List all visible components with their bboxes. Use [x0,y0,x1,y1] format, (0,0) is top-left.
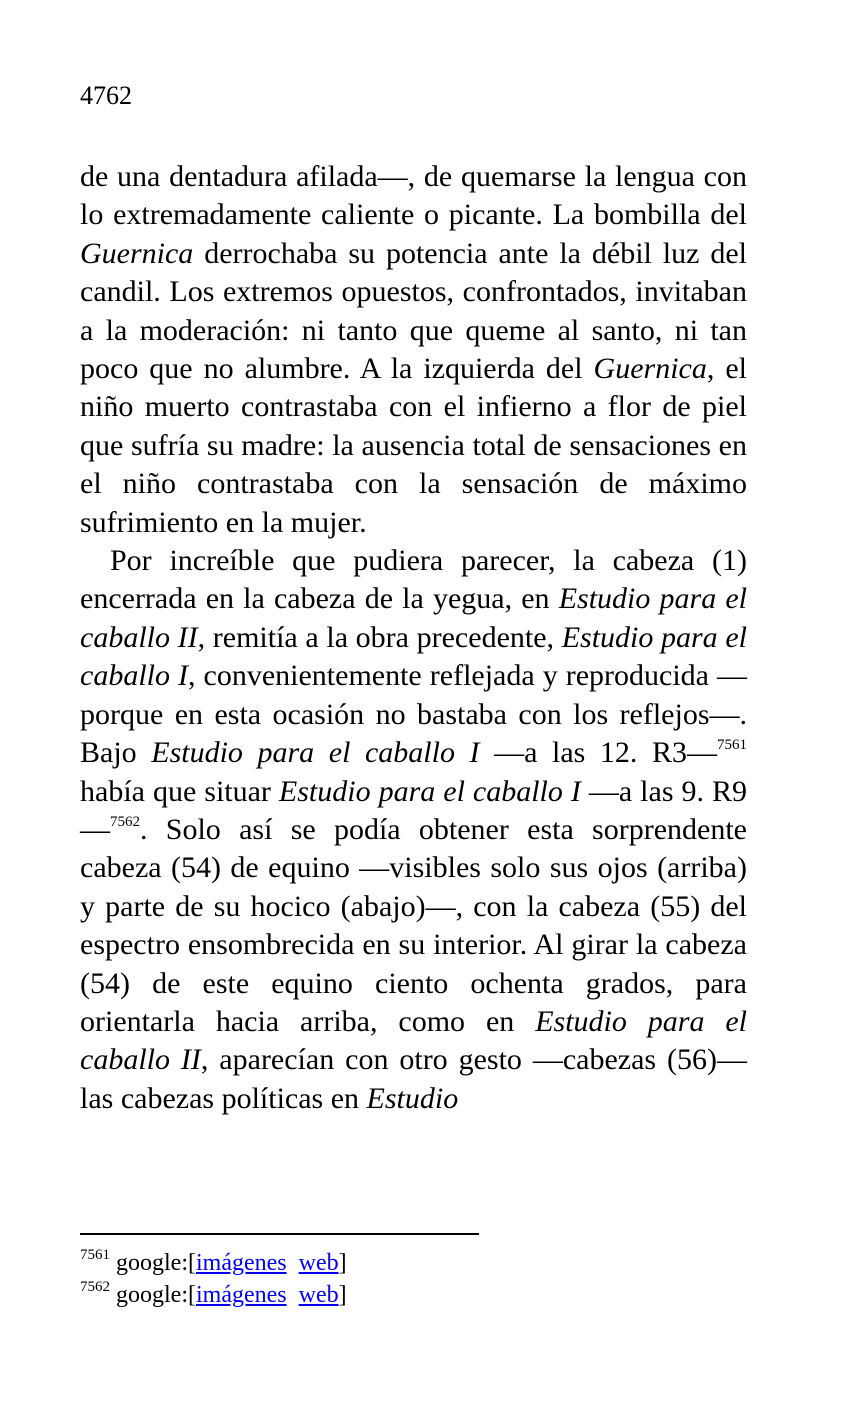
paragraph [80,542,747,1118]
footnote [80,1279,347,1311]
text-run: —a las 9. R9— [80,774,747,846]
italic-title: Estudio [366,1081,459,1115]
italic-title: Estudio para el caballo I [151,736,480,770]
footnotes [80,1247,347,1311]
footnote [80,1247,347,1279]
text-run: derrochaba su potencia ante la débil luz del candil. Los extremos opuestos, confrontados, invitaban a la moderación: ni tanto que queme al santo, ni tan poco que no alumbre. A la izquierda del [80,236,747,386]
footnote-suffix: ] [338,1250,347,1276]
footnote-prefix: google:[ [116,1282,196,1308]
text-run: . Solo así se podía obtener esta sorprendente cabeza (54) de equino —visibles solo sus ojos (arriba) y parte de su hocico (abajo)—, con la cabeza (55) del espectro ensombrecida en su interior. Al girar la cabeza (54) de este equino ciento ochenta grados, para orientarla hacia arriba, como en [80,812,747,1038]
images-link[interactable]: imágenes [195,1250,287,1276]
images-link[interactable]: imágenes [195,1282,287,1308]
page-number: 4762 [80,81,132,110]
text-run: Por increíble que pudiera parecer, la cabeza (1) encerrada en la cabeza de la yegua, en [80,544,747,616]
footnote-number: 7562 [80,1279,110,1295]
footnote-separator [80,1233,479,1235]
web-link[interactable]: web [298,1282,339,1308]
italic-title: Guernica [80,236,194,270]
footnote-suffix: ] [338,1282,347,1308]
text-run: , convenientemente reflejada y reproducida —porque en esta ocasión no bastaba con los reflejos—. Bajo [80,659,747,770]
italic-title: Estudio para el caballo II [80,582,747,654]
footnote-ref: 7561 [717,737,747,754]
text-run: , aparecían con otro gesto —cabezas (56)— las cabezas políticas en [80,1043,747,1115]
text-run: , el niño muerto contrastaba con el infierno a flor de piel que sufría su madre: la ausencia total de sensaciones en el niño contrastaba con la sensación de máximo sufrimiento en la mujer. [80,352,747,539]
italic-title: Estudio para el caballo I [80,620,747,693]
text-run: —a las 12. R3— [479,736,717,770]
text-run: había que situar [80,774,279,808]
italic-title: Estudio para el caballo II [80,1004,748,1077]
text-run: , remitía a la obra precedente, [197,620,562,654]
footnote-number: 7561 [80,1247,110,1263]
italic-title: Estudio para el caballo I [278,774,581,808]
text-run: de una dentadura afilada—, de quemarse la lengua con lo extremadamente caliente o picante. La bombilla del [80,160,747,232]
footnote-ref: 7562 [110,813,140,830]
footnote-prefix: google:[ [116,1250,196,1276]
italic-title: Guernica [593,352,707,386]
paragraph [80,158,747,542]
body-text [80,158,747,1118]
web-link[interactable]: web [298,1250,339,1276]
